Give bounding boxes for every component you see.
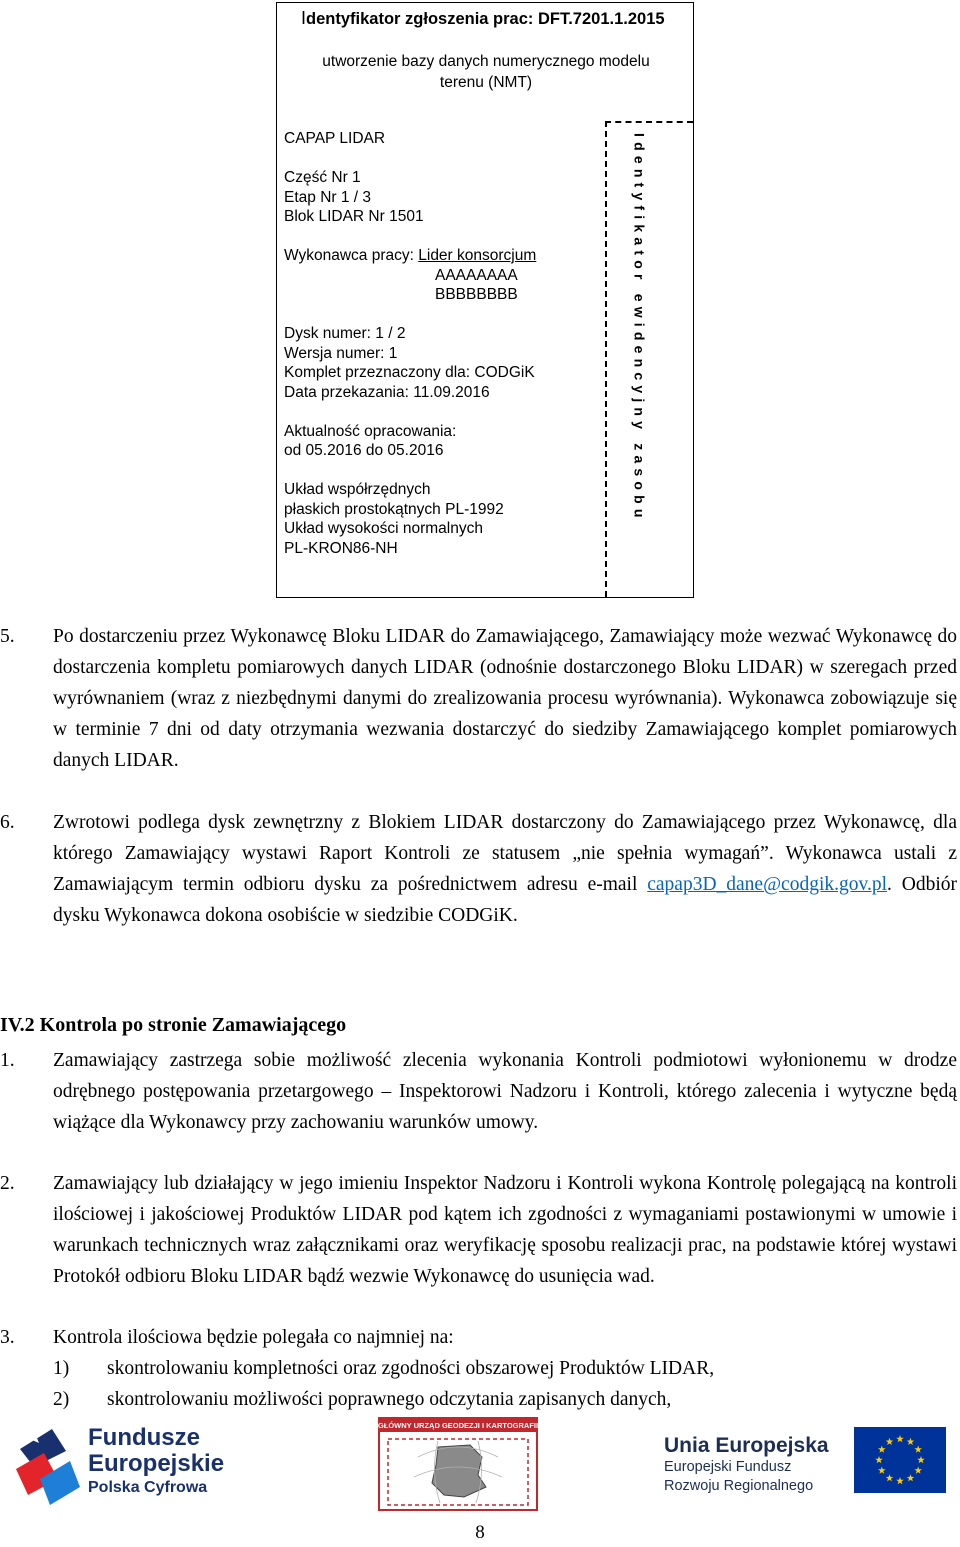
label-uklad-4: PL-KRON86-NH: [284, 539, 398, 557]
label-wykonawca-prefix: Wykonawca pracy:: [284, 247, 419, 264]
ue-line-2: Europejski Fundusz: [664, 1459, 792, 1475]
label-member-2: BBBBBBBB: [435, 286, 518, 303]
unia-europejska-text: [664, 1433, 829, 1496]
fe-line-2: Europejskie: [88, 1450, 225, 1477]
paragraph-6-text: [53, 807, 957, 931]
eu-flag-icon: [854, 1427, 946, 1493]
sub-item-2-number: 2): [53, 1389, 70, 1410]
item-1: [0, 1045, 957, 1138]
ue-line-3: Rozwoju Regionalnego: [664, 1478, 814, 1494]
item-1-text: Zamawiający zastrzega sobie możliwość zlecenia wykonania Kontroli podmiotowi wyłonionemu w drodze odrębnego postępowania przetargowego – Inspektorowi Nadzoru i Kontroli, którego zalecenia i wytyczne będą wiążące dla Wykonawcy przy zachowaniu warunków umowy.: [53, 1050, 957, 1133]
disk-label-box: [276, 2, 694, 598]
svg-text:GŁÓWNY URZĄD GEODEZJI I KARTOG: GŁÓWNY URZĄD GEODEZJI I KARTOGRAFII: [378, 1421, 538, 1430]
sub-item-1-number: 1): [53, 1358, 70, 1379]
label-capap: CAPAP LIDAR: [284, 130, 386, 147]
fe-line-1: Fundusze: [88, 1424, 200, 1451]
fe-line-3: Polska Cyfrowa: [88, 1479, 208, 1496]
paragraph-5: [0, 621, 957, 776]
sub-item-1: [53, 1353, 714, 1384]
label-uklad-3: Układ wysokości normalnych: [284, 520, 483, 537]
item-3-text: Kontrola ilościowa będzie polegała co najmniej na:: [53, 1327, 454, 1348]
label-details: [284, 129, 599, 558]
label-wykonawca-lider: Lider konsorcjum: [418, 247, 537, 264]
paragraph-6-text-a: Zwrotowi podlega dysk zewnętrzny z Blokiem LIDAR dostarczony do Zamawiającego przez Wykonawcę, dla którego Zamawiający wystawi Raport Kontroli ze statusem „nie spełnia wymagań”. Wykonawca ustali z Zamawiającym termin odbioru dysku za pośrednictwem adresu e-mail: [53, 812, 957, 895]
label-subtitle: [277, 51, 695, 93]
fundusze-europejskie-text: [88, 1425, 224, 1499]
item-3-number: 3.: [0, 1327, 15, 1348]
page-number: 8: [475, 1522, 485, 1543]
label-wykonawca: [284, 246, 599, 266]
email-link[interactable]: capap3D_dane@codgik.gov.pl: [647, 874, 888, 895]
label-subtitle-line2: terenu (NMT): [439, 74, 533, 91]
paragraph-6-number: 6.: [0, 812, 15, 833]
label-czesc: Część Nr 1: [284, 169, 361, 186]
label-member-1: AAAAAAAA: [435, 266, 518, 284]
section-heading: IV.2 Kontrola po stronie Zamawiającego: [0, 1014, 347, 1036]
label-data-przekazania: Data przekazania: 11.09.2016: [284, 383, 490, 401]
item-2: [0, 1168, 957, 1292]
gugik-emblem-icon: [378, 1417, 538, 1511]
sub-item-2: [53, 1384, 671, 1415]
label-wersja: Wersja numer: 1: [284, 344, 398, 362]
sub-item-2-text: skontrolowaniu możliwości poprawnego odczytania zapisanych danych,: [107, 1389, 672, 1410]
evidence-id-vertical-text: Identyfikator ewidencyjny zasobu: [631, 133, 648, 523]
label-aktualnosc: Aktualność opracowania:: [284, 422, 457, 440]
fundusze-europejskie-icon: [14, 1421, 84, 1509]
item-3: [0, 1322, 957, 1353]
gugik-logo: [378, 1417, 538, 1511]
fundusze-europejskie-logo: [14, 1421, 224, 1509]
unia-europejska-logo: [664, 1423, 950, 1509]
label-subtitle-line1: utworzenie bazy danych numerycznego modelu: [322, 53, 650, 70]
paragraph-6: [0, 807, 957, 931]
item-1-number: 1.: [0, 1050, 15, 1071]
label-etap: Etap Nr 1 / 3: [284, 188, 372, 206]
paragraph-5-number: 5.: [0, 626, 15, 647]
label-uklad-2: płaskich prostokątnych PL-1992: [284, 500, 504, 518]
paragraph-6-text-b: . Odbiór dysku Wykonawca dokona osobiście w siedzibie CODGiK.: [53, 874, 957, 926]
evidence-id-field: [605, 121, 693, 597]
label-uklad-1: Układ współrzędnych: [284, 481, 431, 498]
label-blok: Blok LIDAR Nr 1501: [284, 208, 424, 225]
label-title-rest: dentyfikator zgłoszenia prac: DFT.7201.1.2015: [306, 10, 665, 28]
label-title: [301, 9, 665, 30]
item-2-text: Zamawiający lub działający w jego imieniu Inspektor Nadzoru i Kontroli wykona Kontrolę polegającą na kontroli ilościowej i jakościowej Produktów LIDAR pod kątem ich zgodności z wymaganiami postawionymi w umowie i warunkach technicznych wraz załącznikami oraz weryfikację sposobu realizacji prac, na podstawie której wystawi Protokół odbioru Bloku LIDAR bądź wezwie Wykonawcę do usunięcia wad.: [53, 1173, 957, 1287]
footer-logos: [0, 1415, 960, 1515]
label-title-initial: I: [301, 8, 307, 28]
sub-item-1-text: skontrolowaniu kompletności oraz zgodności obszarowej Produktów LIDAR,: [107, 1358, 715, 1379]
ue-line-1: Unia Europejska: [664, 1434, 829, 1457]
paragraph-5-text: Po dostarczeniu przez Wykonawcę Bloku LIDAR do Zamawiającego, Zamawiający może wezwać Wykonawcę do dostarczenia kompletu pomiarowych danych LIDAR (odnośnie dostarczonego Bloku LIDAR) w szeregach przed wyrównaniem (wraz z niezbędnymi danymi do zrealizowania procesu wyrównania). Wykonawca zobowiązuje się w terminie 7 dni od daty otrzymania wezwania dostarczyć do siedziby Zamawiającego komplet pomiarowych danych LIDAR.: [53, 626, 957, 771]
label-komplet: Komplet przeznaczony dla: CODGiK: [284, 364, 535, 381]
label-dysk: Dysk numer: 1 / 2: [284, 325, 406, 342]
item-2-number: 2.: [0, 1173, 15, 1194]
label-okres: od 05.2016 do 05.2016: [284, 442, 444, 459]
